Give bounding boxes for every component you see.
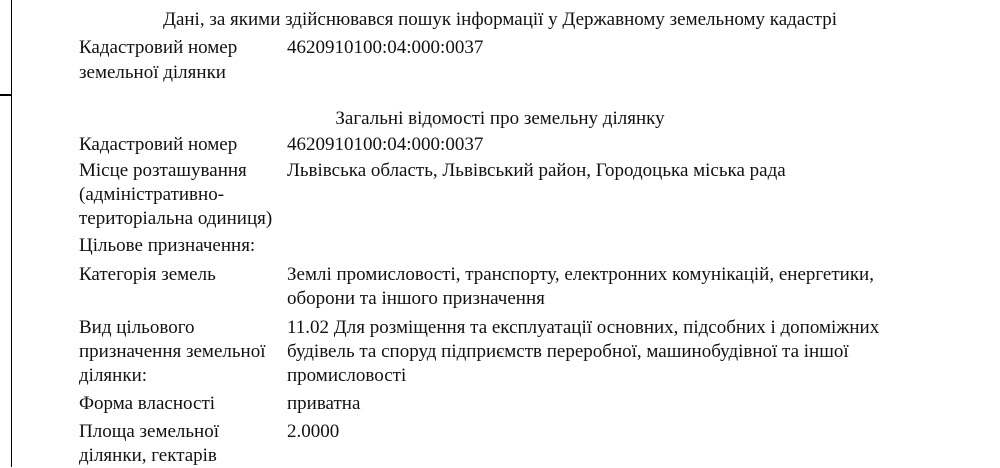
land-category-value-line1: Землі промисловості, транспорту, електронних комунікацій, енергетики, (287, 264, 874, 285)
general-info-heading: Загальні відомості про земельну ділянку (335, 108, 665, 129)
purpose-type-label-line3: ділянки: (79, 365, 148, 386)
search-cadastral-label-line1: Кадастровий номер (79, 37, 238, 58)
purpose-type-label-line2: призначення земельної (79, 341, 266, 362)
land-category-value-line2: оборони та іншого призначення (287, 288, 545, 309)
cadastral-number-value: 4620910100:04:000:0037 (287, 134, 484, 155)
ownership-label: Форма власності (79, 393, 216, 414)
purpose-label: Цільове призначення: (79, 235, 256, 256)
border-tick (0, 94, 11, 96)
land-category-label: Категорія земель (79, 264, 216, 285)
cadastral-number-label: Кадастровий номер (79, 134, 238, 155)
location-value: Львівська область, Львівський район, Городоцька міська рада (287, 160, 786, 181)
area-label-line1: Площа земельної (79, 421, 220, 442)
search-cadastral-label-line2: земельної ділянки (79, 62, 226, 83)
location-label-line2: (адміністративно- (79, 184, 225, 205)
purpose-type-value-line3: промисловості (287, 365, 407, 386)
purpose-type-value-line1: 11.02 Для розміщення та експлуатації основних, підсобних і допоміжних (287, 317, 880, 338)
area-value: 2.0000 (287, 421, 340, 442)
purpose-type-value-line2: будівель та споруд підприємств переробної, машинобудівної та іншої (287, 341, 849, 362)
search-cadastral-value: 4620910100:04:000:0037 (287, 37, 484, 58)
ownership-value: приватна (287, 393, 361, 414)
location-label-line1: Місце розташування (79, 160, 247, 181)
left-border (0, 0, 12, 467)
location-label-line3: територіальна одиниця) (79, 208, 273, 229)
area-label-line2: ділянки, гектарів (79, 445, 217, 466)
purpose-type-label-line1: Вид цільового (79, 317, 195, 338)
search-data-heading: Дані, за якими здійснювався пошук інформації у Державному земельному кадастрі (163, 9, 837, 30)
